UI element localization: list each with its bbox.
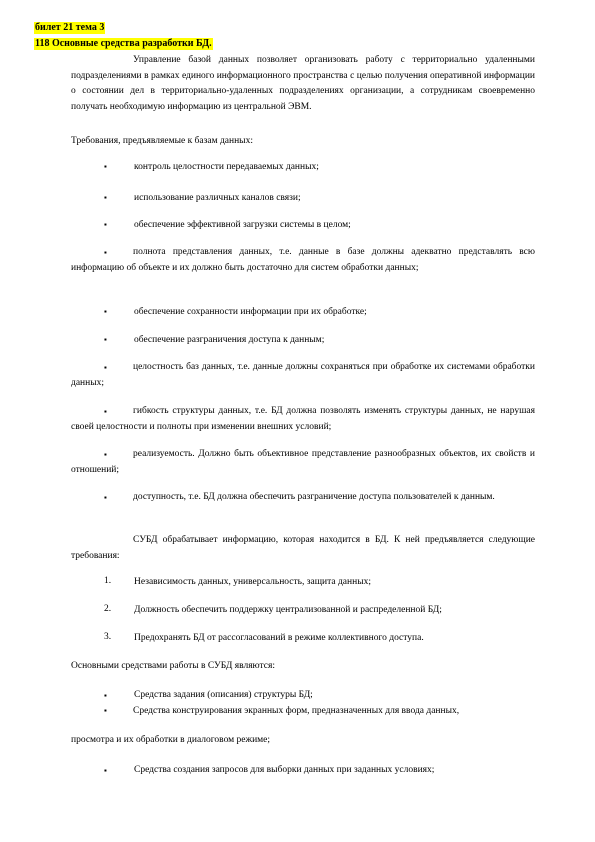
- tools-title: Основными средствами работы в СУБД являются:: [71, 661, 276, 671]
- requirement-item: полнота представления данных, т.е. данные в базе должны адекватно представлять всю информацию об объекте и их должно быть достаточно для систем обработки данных;: [71, 247, 535, 273]
- requirement-item: обеспечение сохранности информации при их обработке;: [134, 307, 367, 317]
- tools-item: Средства конструирования экранных форм, предназначенных для ввода данных,: [133, 706, 460, 716]
- list-number: 1.: [104, 576, 112, 586]
- requirement-item: гибкость структуры данных, т.е. БД должна позволять изменять структуры данных, не нарушая своей целостности и полноты при изменении внешних условий;: [71, 406, 535, 432]
- bullet-icon: ▪: [104, 220, 107, 229]
- requirement-item: обеспечение эффективной загрузки системы в целом;: [134, 220, 351, 230]
- bullet-icon: ▪: [104, 691, 107, 700]
- requirement-item: доступность, т.е. БД должна обеспечить разграничение доступа пользователей к данным.: [133, 492, 495, 502]
- requirement-item: обеспечение разграничения доступа к данным;: [134, 335, 325, 345]
- bullet-icon: ▪: [104, 193, 107, 202]
- bullet-icon: ▪: [104, 493, 107, 502]
- bullet-icon: ▪: [104, 363, 107, 372]
- requirement-item: контроль целостности передаваемых данных;: [134, 162, 319, 172]
- ticket-label: билет 21 тема 3: [35, 22, 105, 33]
- bullet-icon: ▪: [104, 766, 107, 775]
- list-number: 3.: [104, 632, 112, 642]
- requirement-item: реализуемость. Должно быть объективное представление разнообразных объектов, их свойств и отношений;: [71, 449, 535, 475]
- intro-paragraph: Управление базой данных позволяет организовать работу с территориально удаленными подразделениями в рамках единого информационного пространства с целью получения оперативной информации о состоянии дел в территориально-удаленных подразделениях организации, а сотрудникам своевременно получать необходимую информацию из центральной ЭВМ.: [71, 55, 535, 112]
- bullet-icon: ▪: [104, 407, 107, 416]
- bullet-icon: ▪: [104, 248, 107, 257]
- dbms-requirement-item: Независимость данных, универсальность, защита данных;: [134, 577, 371, 587]
- dbms-requirement-item: Предохранять БД от рассогласований в режиме коллективного доступа.: [134, 633, 424, 643]
- tools-item-continuation: просмотра и их обработки в диалоговом режиме;: [71, 735, 271, 745]
- requirement-item: целостность баз данных, т.е. данные должны сохраняться при обработке их системами обработки данных;: [71, 362, 535, 388]
- dbms-intro-paragraph: СУБД обрабатывает информацию, которая находится в БД. К ней предъявляется следующие требования:: [71, 535, 535, 561]
- list-number: 2.: [104, 604, 112, 614]
- tools-item: Средства задания (описания) структуры БД;: [134, 690, 313, 700]
- dbms-requirement-item: Должность обеспечить поддержку централизованной и распределенной БД;: [134, 605, 442, 615]
- bullet-icon: ▪: [104, 162, 107, 171]
- topic-title: 118 Основные средства разработки БД.: [35, 38, 212, 49]
- bullet-icon: ▪: [104, 307, 107, 316]
- bullet-icon: ▪: [104, 450, 107, 459]
- bullet-icon: ▪: [104, 335, 107, 344]
- requirement-item: использование различных каналов связи;: [134, 193, 301, 203]
- tools-item: Средства создания запросов для выборки данных при заданных условиях;: [134, 765, 435, 775]
- requirements-title: Требования, предъявляемые к базам данных:: [71, 136, 253, 146]
- bullet-icon: ▪: [104, 706, 107, 715]
